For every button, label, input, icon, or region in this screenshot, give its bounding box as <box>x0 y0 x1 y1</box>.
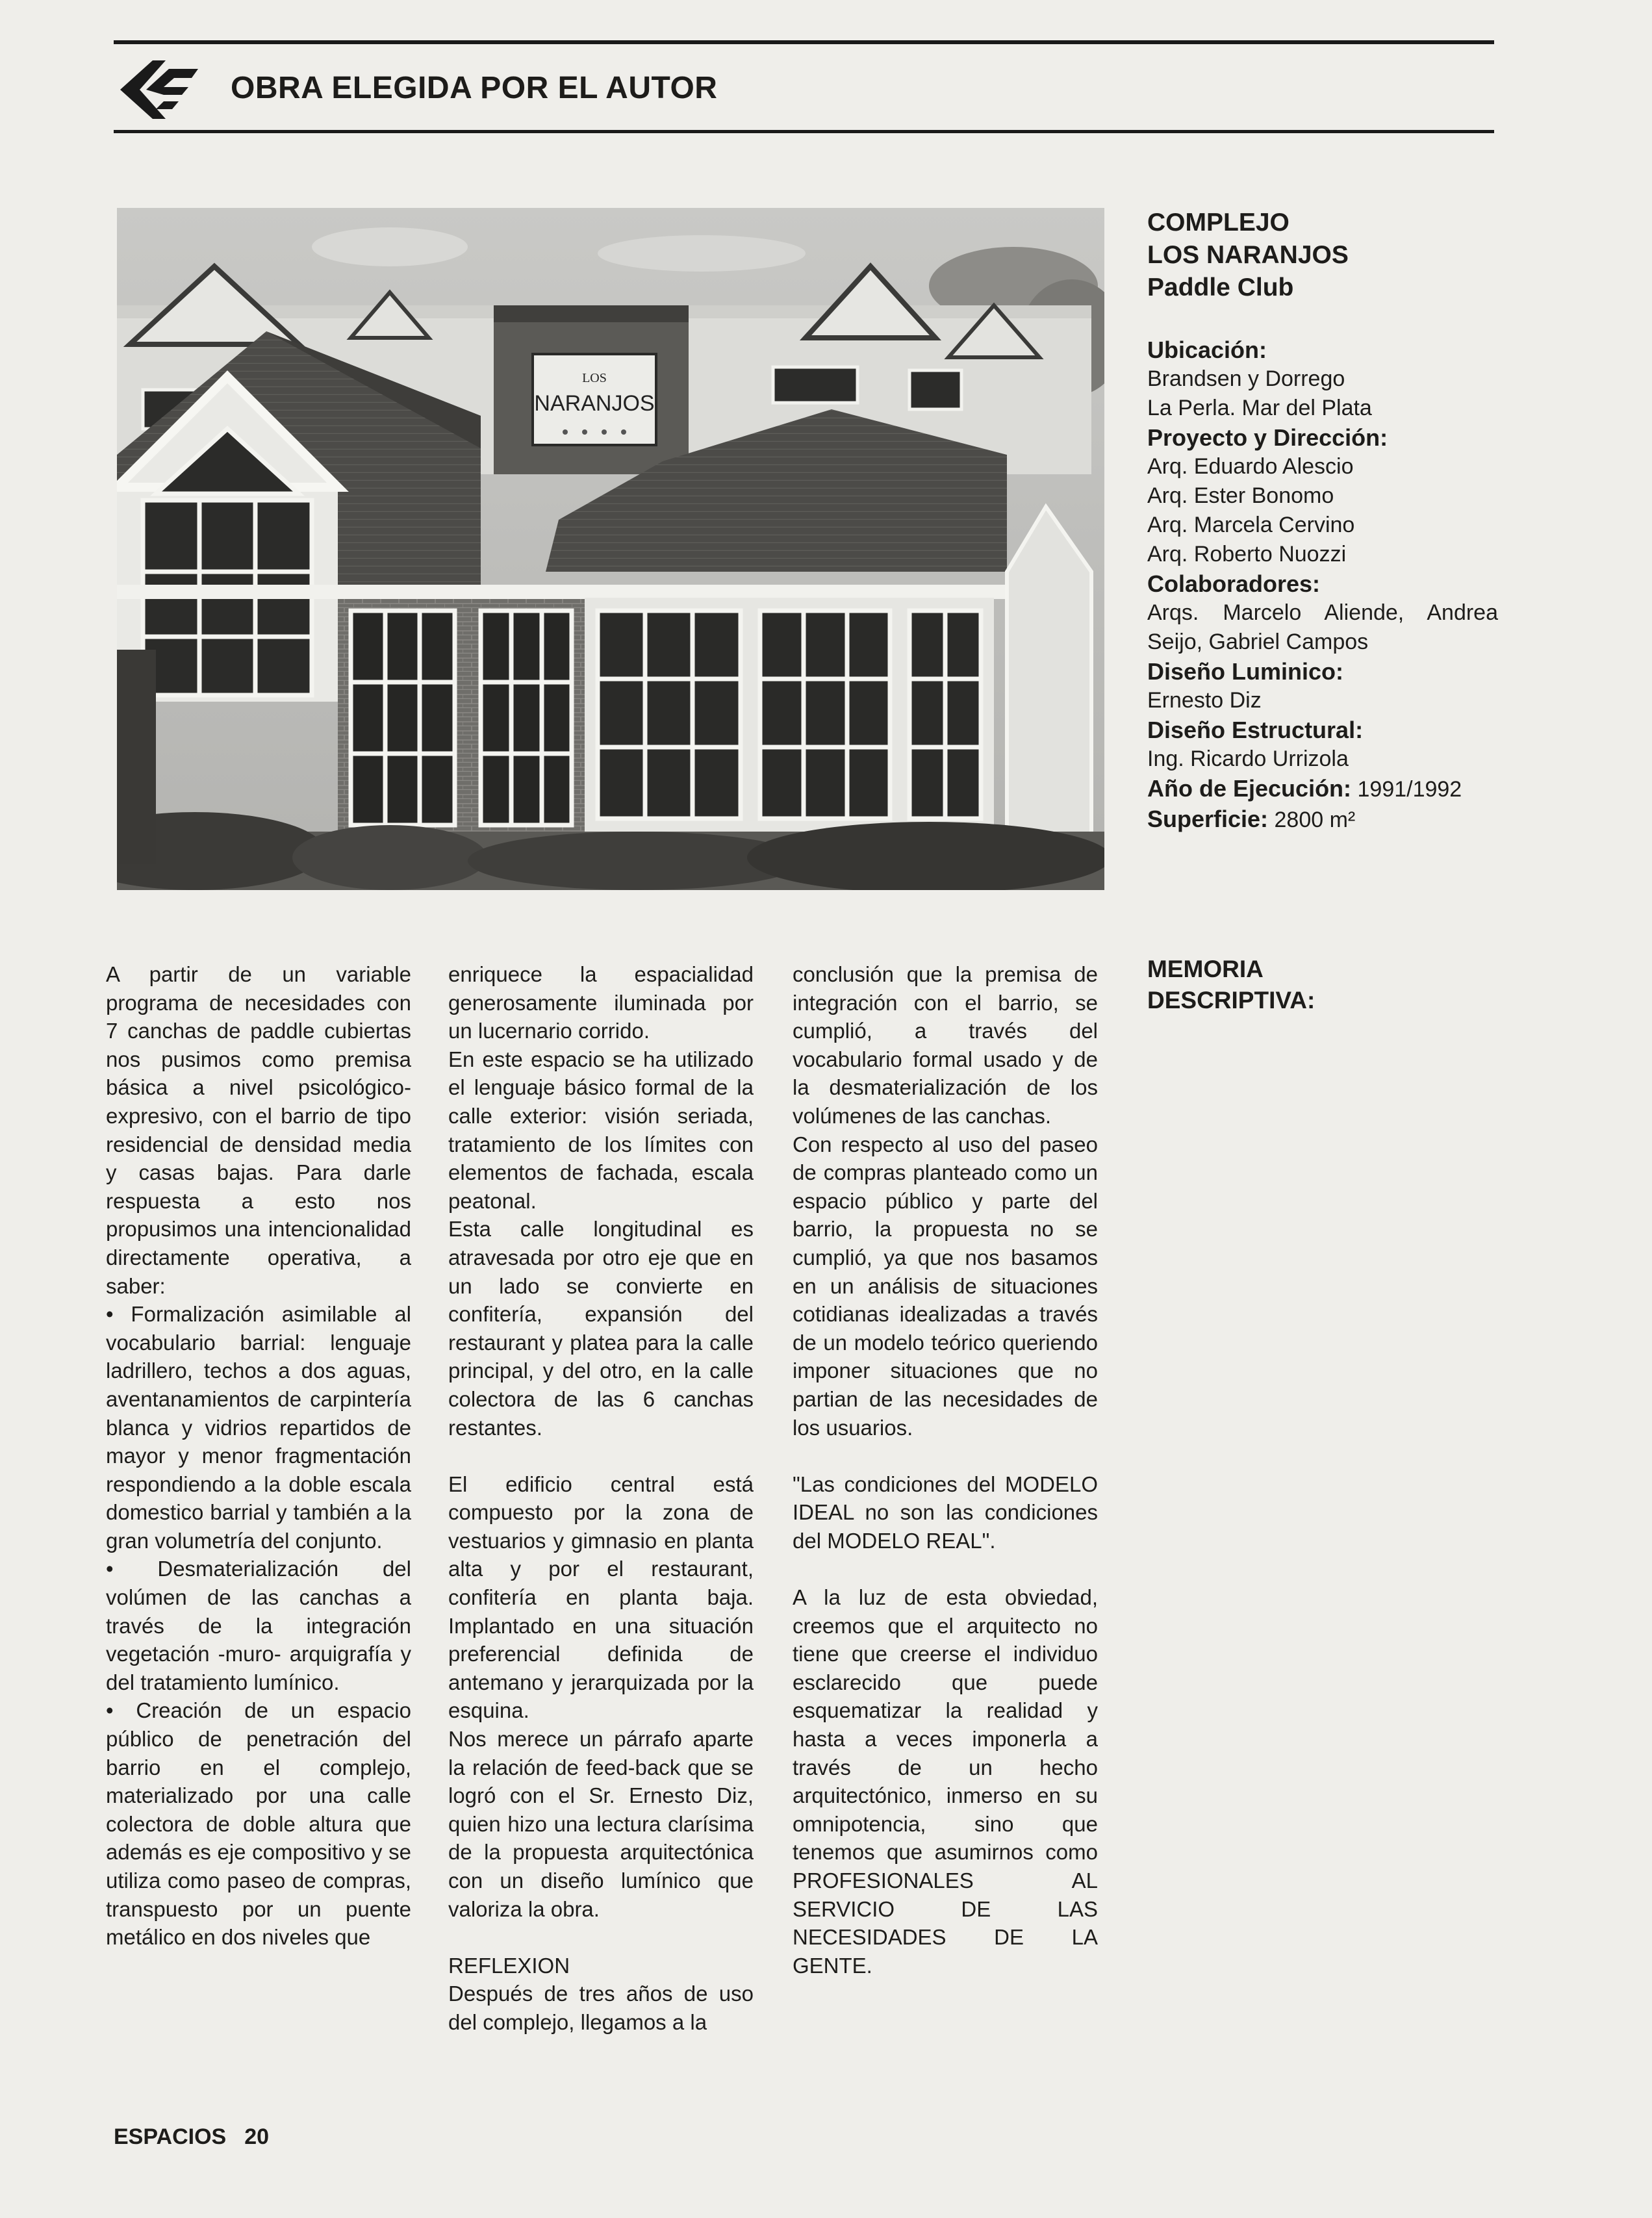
quote: "Las condiciones del MODELO IDEAL no son las condiciones del MODELO REAL". <box>793 1472 1098 1553</box>
proyecto-label: Proyecto y Dirección: <box>1147 424 1388 451</box>
paragraph: En este espacio se ha utilizado el lenguaje básico formal de la calle exterior: visión seriada, tratamiento de los límites con elementos de fachada, escala peatonal. <box>448 1047 754 1213</box>
proyecto-value: Arq. Eduardo Alescio <box>1147 454 1354 479</box>
ubicacion-value: Brandsen y Dorrego <box>1147 366 1345 391</box>
section-title: OBRA ELEGIDA POR EL AUTOR <box>231 71 718 105</box>
paragraph: A partir de un variable programa de necesidades con 7 canchas de paddle cubiertas nos pusimos como premisa básica a nivel psicológico-expresivo, con el barrio de tipo residencial de densidad media y casas bajas. Para darle respuesta a esto nos propusimos una intencionalidad directamente operativa, a saber: <box>106 962 411 1298</box>
colaboradores-label: Colaboradores: <box>1147 570 1321 597</box>
proyecto-value: Arq. Roberto Nuozzi <box>1147 542 1347 567</box>
superficie-value: 2800 m² <box>1274 808 1356 832</box>
page-number: 20 <box>244 2124 270 2149</box>
paragraph: Después de tres años de uso del complejo, llegamos a la <box>448 1982 754 2034</box>
paragraph: A la luz de esta obviedad, creemos que el arquitecto no tiene que creerse el individuo esclarecido que puede esquematizar la realidad y hasta a veces imponerla a través de un hecho arquitectónico, inmerso en su omnipotencia, sino que tenemos que asumirnos como PROFESIONALES AL SERVICIO DE LAS NECESIDADES DE LA GENTE. <box>793 1585 1098 1978</box>
ejecucion-label: Año de Ejecución: <box>1147 775 1352 802</box>
paragraph: Esta calle longitudinal es atravesada por otro eje que en un lado se convierte en confitería, expansión del restaurant y platea para la calle principal, y del otro, en la calle colectora de las 6 canchas restantes. <box>448 1217 754 1440</box>
paragraph: • Creación de un espacio público de penetración del barrio en el complejo, materializado por una calle colectora de doble altura que además es eje compositivo y se utiliza como paseo de compras, transpuesto por un puente metálico en dos niveles que <box>106 1698 411 1950</box>
project-details <box>1147 335 1498 835</box>
top-rule <box>114 40 1494 44</box>
project-title-line: Paddle Club <box>1147 274 1294 301</box>
text-column-1 <box>106 960 411 1952</box>
estructural-label: Diseño Estructural: <box>1147 717 1364 743</box>
project-info <box>1147 207 1498 835</box>
memoria-title-line: MEMORIA <box>1147 956 1264 982</box>
project-title-line: COMPLEJO <box>1147 209 1290 236</box>
paragraph: conclusión que la premisa de integración con el barrio, se cumplió, a través del vocabulario formal usado y de la desmaterialización de los volúmenes de las canchas. <box>793 962 1098 1128</box>
paragraph: • Formalización asimilable al vocabulario barrial: lenguaje ladrillero, techos a dos aguas, aventanamientos de carpintería blanca y vidrios repartidos de mayor y menor fragmentación respondiendo a la doble escala domestico barrial y también a la gran volumetría del conjunto. <box>106 1302 411 1553</box>
header-rule <box>114 130 1494 133</box>
colaboradores-value: Arqs. Marcelo Aliende, Andrea Seijo, Gabriel Campos <box>1147 600 1498 654</box>
estructural-value: Ing. Ricardo Urrizola <box>1147 746 1349 771</box>
paragraph: enriquece la espacialidad generosamente iluminada por un lucernario corrido. <box>448 962 754 1043</box>
project-title <box>1147 207 1498 304</box>
building-photo <box>117 208 1104 890</box>
luminico-label: Diseño Luminico: <box>1147 658 1344 685</box>
reflexion-heading: REFLEXION <box>448 1953 570 1978</box>
sign-text: NARANJOS <box>534 391 655 416</box>
memoria-title-line: DESCRIPTIVA: <box>1147 987 1315 1013</box>
paragraph: El edificio central está compuesto por la zona de vestuarios y gimnasio en planta alta y por el restaurant, confitería en planta baja. Implantado en una situación preferencial definida de antemano y jerarquizada por la esquina. <box>448 1472 754 1723</box>
ejecucion-value: 1991/1992 <box>1357 777 1462 802</box>
luminico-value: Ernesto Diz <box>1147 688 1262 713</box>
sign-text-small: LOS <box>582 371 607 385</box>
project-title-line: LOS NARANJOS <box>1147 241 1349 269</box>
ubicacion-label: Ubicación: <box>1147 337 1267 363</box>
ubicacion-value: La Perla. Mar del Plata <box>1147 396 1372 420</box>
superficie-label: Superficie: <box>1147 806 1269 832</box>
paragraph: Nos merece un párrafo aparte la relación de feed-back que se logró con el Sr. Ernesto Diz, quien hizo una lectura clarísima de la propuesta arquitectónica con un diseño lumínico que valoriza la obra. <box>448 1727 754 1921</box>
proyecto-value: Arq. Marcela Cervino <box>1147 513 1355 537</box>
paragraph: • Desmaterialización del volúmen de las canchas a través de la integración vegetación -muro- arquigrafía y del tratamiento lumínico. <box>106 1557 411 1694</box>
paragraph: Con respecto al uso del paseo de compras planteado como un espacio público y parte del barrio, la propuesta no se cumplió, ya que nos basamos en un análisis de situaciones cotidianas idealizadas a través de un modelo teórico queriendo imponer situaciones que no partian de las necesidades de los usuarios. <box>793 1132 1098 1440</box>
text-column-2 <box>448 960 754 2037</box>
text-column-3 <box>793 960 1098 1980</box>
memoria-title <box>1147 954 1315 1016</box>
proyecto-value: Arq. Ester Bonomo <box>1147 483 1334 508</box>
magazine-name: ESPACIOS <box>114 2124 227 2149</box>
page-footer <box>114 2124 269 2150</box>
espacios-logo-icon <box>117 57 208 122</box>
